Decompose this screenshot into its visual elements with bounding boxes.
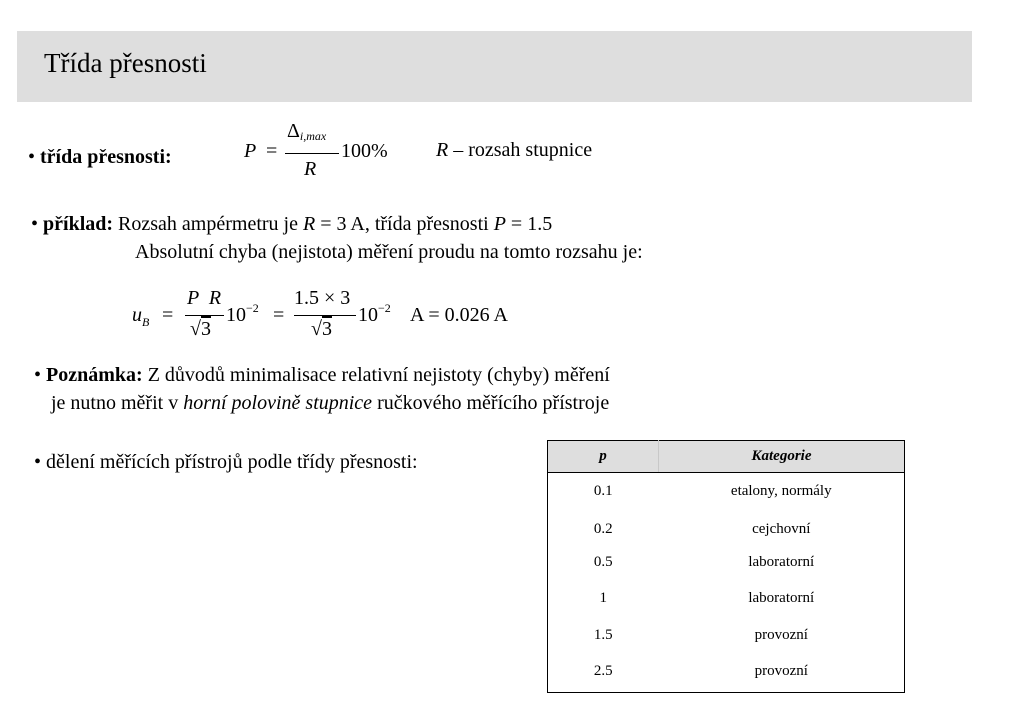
example-label: příklad: [43,213,114,235]
table-header-p: p [548,441,659,473]
note-line-2 [51,392,609,415]
example-text-3: = 1.5 [510,213,553,235]
range-desc-text: – rozsah stupnice [453,139,593,161]
formula-p-denominator [304,158,316,181]
bullet: • [31,213,39,235]
formula-u-pow1 [226,301,259,327]
note-label: Poznámka: [46,364,143,386]
denominator-r: R [304,158,317,180]
table-cell-kategorie: laboratorní [748,553,815,570]
note-text-2: je nutno měřit v [51,392,179,414]
bullet: • [28,146,36,168]
formula-u-equals-2: = [273,304,285,326]
range-symbol: R [436,139,449,161]
den2-text: 3 [321,318,332,340]
note-text-3: ručkového měřícího přístroje [377,392,610,414]
table-cell-kategorie: provozní [754,627,808,643]
example-text-2: = 3 A, třída přesnosti [320,213,489,235]
table-cell-p: 2.5 [593,662,613,679]
table-header-kategorie: Kategorie [659,441,905,473]
formula-p-equals: = [266,140,278,162]
table-cell-kategorie: provozní [754,662,808,679]
formula-u-fraction-line-1 [185,315,224,316]
table-cell-kategorie: etalony, normály [730,483,832,500]
formula-u-den1 [190,318,211,341]
sqrt-icon: √ [311,318,322,340]
formula-p-multiplier [341,140,388,163]
note-line-1 [34,364,610,387]
division-text: dělení měřících přístrojů podle třídy přesnosti: [46,451,418,473]
page-title: Třída přesnosti [44,48,207,78]
table-cell-p: 0.1 [593,483,613,500]
table-row [548,549,905,576]
formula-u-den2 [311,318,332,341]
table-cell-p: 0.2 [593,521,613,537]
table-cell-kategorie: laboratorní [748,589,815,606]
den1-text: 3 [200,318,211,340]
formula-p-fraction-line [285,153,339,154]
formula-p-numerator [287,120,326,143]
table-cell-kategorie: cejchovní [752,521,811,537]
formula-u-lhs [132,304,149,327]
bullet: • [34,364,42,386]
table-cell-p: 1.5 [593,627,613,643]
formula-u-result: A = 0.026 A [410,304,508,326]
table-row [548,621,905,651]
note-text-italic: horní polovině stupnice [183,392,373,414]
formula-u-equals-1: = [162,304,174,326]
range-description [436,139,592,162]
definition-label-line [28,146,172,169]
multiplier-text: 100% [341,140,388,162]
table-row [548,473,905,511]
example-line-1 [31,213,552,236]
delta-subscript: i,max [299,129,327,143]
note-text-1: Z důvodů minimalisace relativní nejistoty (chyby) měření [147,364,610,386]
table-row [548,511,905,549]
formula-u-num1 [187,287,221,310]
sqrt-icon: √ [190,318,201,340]
pow-base-2: 10 [358,304,378,326]
formula-p-symbol: P [244,140,257,162]
u-symbol: u [132,304,142,326]
table-header-row [548,441,905,473]
formula-u-pow2 [358,301,391,327]
example-text-1: Rozsah ampérmetru je [118,213,298,235]
bullet: • [34,451,42,473]
formula-u-fraction-line-2 [294,315,356,316]
definition-label: třída přesnosti: [40,146,172,168]
example-r-symbol: R [302,213,316,235]
category-table [547,440,905,693]
formula-u-num2: 1.5 × 3 [294,287,351,309]
formula-p-lhs [244,140,256,163]
num1-text: P R [187,287,222,309]
table-row [548,576,905,621]
table-cell-p: 1 [599,589,607,606]
example-line-2: Absolutní chyba (nejistota) měření proudu na tomto rozsahu je: [135,241,643,263]
division-line [34,451,418,474]
table-row [548,651,905,693]
pow-exp-1: −2 [246,301,259,315]
example-p-symbol: P [493,213,506,235]
table-cell-p: 0.5 [593,553,613,570]
u-subscript: B [142,315,150,329]
pow-base-1: 10 [226,304,246,326]
pow-exp-2: −2 [378,301,391,315]
delta-symbol: Δ [287,120,300,142]
